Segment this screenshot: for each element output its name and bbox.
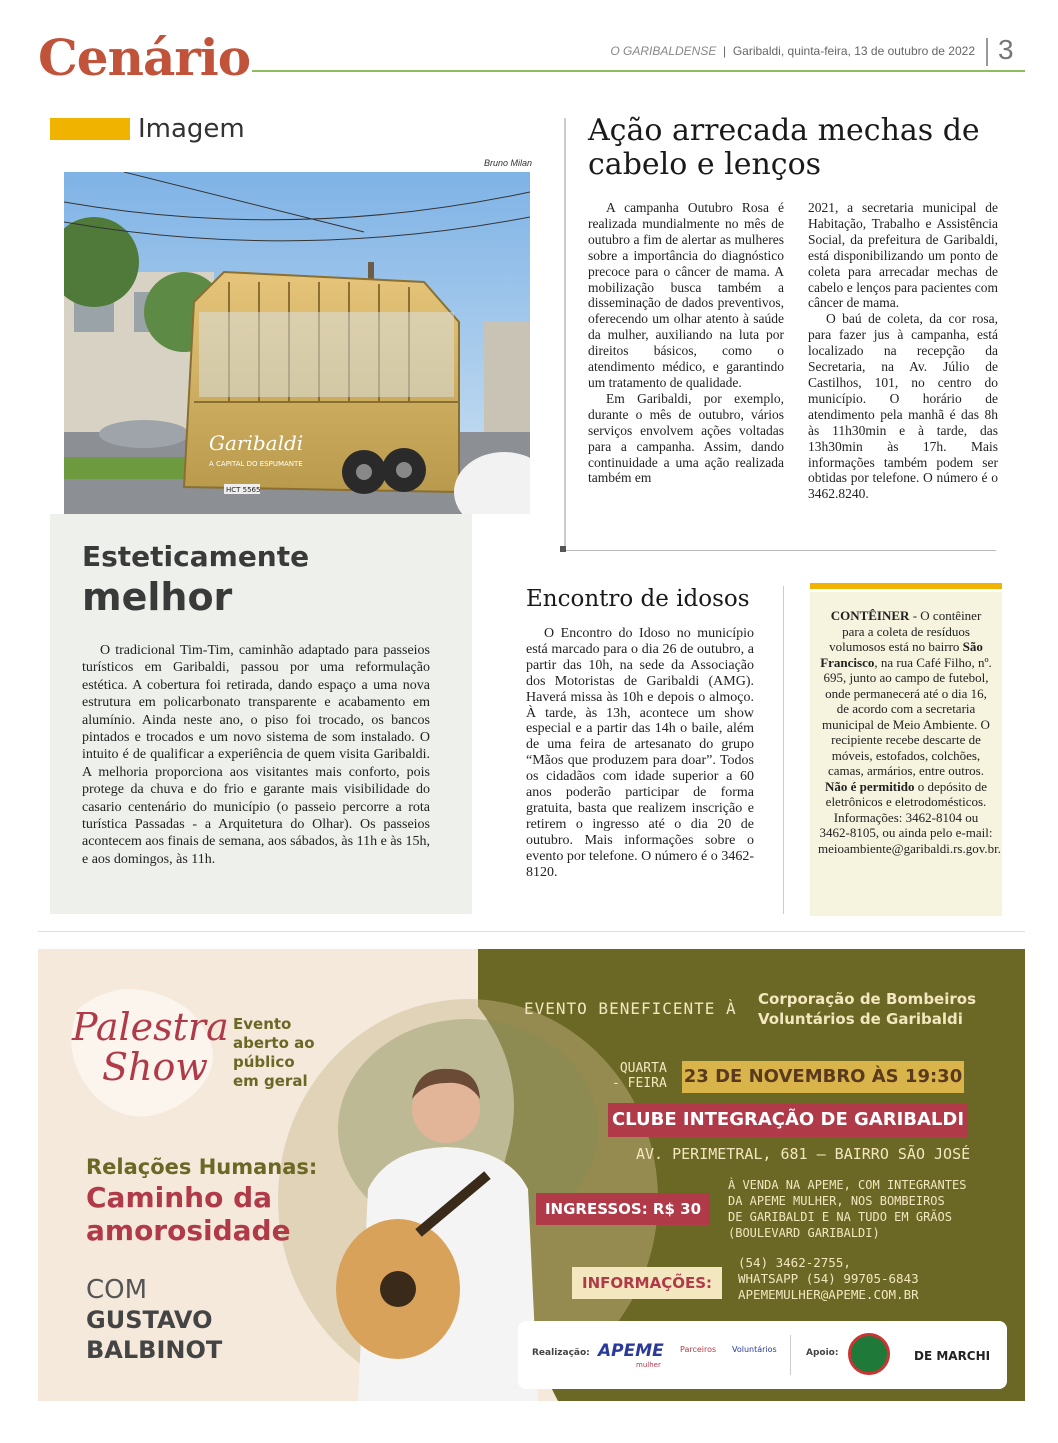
parceiros-logo: Parceiros: [680, 1345, 717, 1354]
info-label: INFORMAÇÕES:: [572, 1267, 722, 1299]
bus-plate: HCT 5565: [226, 486, 261, 494]
acao-paragraph: A campanha Outubro Rosa é realizada mundialmente no mês de outubro a fim de alertar as mulheres sobre a importância do diagnóstico precoce para o câncer de mama. A mobilização busca também a disseminação de dados preventivos, oferecendo um olhar atento à saúde da mulher, auxiliando na luta por direitos básicos, como o atendimento médico, e garantindo um tratamento de qualidade.: [588, 200, 784, 390]
bus-brand: Garibaldi: [209, 431, 304, 455]
ad-title: Caminho da amorosidade: [86, 1181, 291, 1247]
open-event-note: Evento aberto ao público em geral: [233, 1015, 315, 1090]
tickets-info: À VENDA NA APEME, COM INTEGRANTES DA APEME MULHER, NOS BOMBEIROS DE GARIBALDI E NA TUDO EM GRÃOS (BOULEVARD GARIBALDI): [728, 1178, 967, 1240]
imagem-label: Imagem: [138, 114, 245, 144]
de-marchi-logo: DE MARCHI: [914, 1349, 991, 1363]
conteiner-accent-bar: [810, 583, 1002, 589]
acao-paragraph: 2021, a secretaria municipal de Habitação, Trabalho e Assistência Social, da prefeitura de Garibaldi, está disponibilizando um ponto de coleta para arrecadar mechas de cabelo e lenços para pacientes com câncer de mama.: [808, 200, 998, 311]
dateline: Garibaldi, quinta-feira, 13 de outubro de 2022: [732, 44, 975, 58]
info-contacts: (54) 3462-2755, WHATSAPP (54) 99705-6843 APEMEMULHER@APEME.COM.BR: [738, 1255, 919, 1302]
header-rule: [252, 70, 1025, 72]
acao-column-1: [588, 200, 784, 486]
tickets-price: INGRESSOS: R$ 30: [536, 1193, 710, 1225]
acao-bottom-rule: [560, 550, 996, 551]
encontro-body: [526, 626, 754, 881]
sponsors-strip: [518, 1321, 1007, 1389]
esteticamente-title-line2: melhor: [82, 575, 233, 619]
page-number: 3: [998, 34, 1014, 65]
header-separator: [986, 38, 988, 66]
event-weekday: QUARTA - FEIRA: [612, 1061, 667, 1091]
bus-photo: [64, 172, 530, 514]
benefit-organization: Corporação de Bombeiros Voluntários de Garibaldi: [758, 990, 976, 1028]
palestra-show-ad: [38, 949, 1025, 1401]
speaker-name: GUSTAVO BALBINOT: [86, 1306, 223, 1364]
acao-column-2: [808, 200, 998, 502]
event-venue: CLUBE INTEGRAÇÃO DE GARIBALDI: [608, 1103, 968, 1137]
conteiner-lead: CONTÊINER: [830, 608, 910, 623]
esteticamente-paragraph: O tradicional Tim-Tim, caminhão adaptado para passeios turísticos em Garibaldi, passou por uma reformulação estética. A cobertura foi retirada, dando espaço a uma nova estrutura em policarbonato transparente e acabamento em alumínio. Ainda neste ano, o piso foi trocado, os bancos pintados e trocados e um novo sistema de som instalado. O intuito é de qualificar a experiência de quem visita Garibaldi. A melhoria proporciona aos visitantes mais conforto, pois protege da chuva e do frio e garante mais visibilidade do casario centenário do município (o passeio percorre a rota turística Passadas - a Arquitetura do Olhar). Os passeios acontecem aos finais de semana, aos sábados, às 11h e às 15h, e aos domingos, às 11h.: [82, 643, 430, 867]
bus-slogan: A CAPITAL DO ESPUMANTE: [209, 460, 303, 468]
bombeiros-seal-icon: [848, 1333, 890, 1375]
palestra-show-logo: Palestra Show: [72, 1005, 229, 1089]
benefit-label: EVENTO BENEFICENTE À: [524, 999, 737, 1018]
ad-subtitle: Relações Humanas:: [86, 1155, 318, 1179]
section-title: Cenário: [38, 28, 251, 87]
publication-name: O GARIBALDENSE: [610, 44, 717, 58]
photo-credit: Bruno Milan: [484, 158, 533, 168]
imagem-accent-bar: [50, 118, 130, 140]
conteiner-note: CONTÊINER - O contêiner para a coleta de resíduos volumosos está no bairro São Francisco, na rua Café Filho, nº. 695, junto ao campo de futebol, onde permanecerá até o dia 16, de acordo com a secretaria municipal de Meio Ambiente. O recipiente recebe descarte de móveis, estofados, colchões, camas, armários, entre outros. Não é permitido o depósito de eletrônicos e eletrodomésticos. Informações: 3462-8104 ou 3462-8105, ou ainda pelo e-mail: meioambiente@garibaldi.rs.gov.br.: [818, 608, 1001, 856]
realizacao-label: Realização:: [532, 1348, 590, 1358]
esteticamente-title-line1: Esteticamente: [82, 540, 310, 573]
section-divider: [38, 931, 1025, 932]
apoio-label: Apoio:: [806, 1348, 839, 1358]
acao-left-rule: [564, 118, 566, 552]
event-address: AV. PERIMETRAL, 681 – BAIRRO SÃO JOSÉ: [636, 1145, 971, 1163]
encontro-paragraph: O Encontro do Idoso no município está marcado para o dia 26 de outubro, a partir das 10h, na sede da Associação dos Motoristas de Garibaldi (AMG). Haverá missa às 10h e depois o almoço. À tarde, às 13h, acontece um show especial e a partir das 14h o baile, além de uma feira de artesanato do grupo “Mãos que produzem para doar”. Todos os cidadãos com idade superior a 60 anos poderão participar de forma gratuita, basta que realizem inscrição e retirem o ingresso até o dia 20 de outubro. Mais informações sobre o evento por telefone. O número é o 3462-8120.: [526, 626, 754, 880]
encontro-rule: [783, 586, 784, 914]
acao-paragraph: O baú de coleta, da cor rosa, para fazer jus à campanha, está localizado na recepção da Secretaria, na Av. Júlio de Castilhos, 101, no centro do município. O horário de atendimento pela manhã é das 8h às 11h30min e à tarde, das 13h30min às 17h. Mais informações também podem ser obtidas por telefone. O número é o 3462.8240.: [808, 311, 998, 502]
encontro-headline: Encontro de idosos: [526, 586, 750, 612]
esteticamente-body: [82, 642, 430, 868]
ad-com: COM: [86, 1275, 148, 1305]
acao-headline: Ação arrecada mechas de cabelo e lenços: [588, 113, 980, 182]
event-date: 23 DE NOVEMBRO ÀS 19:30: [682, 1061, 964, 1093]
apeme-logo: APEME: [598, 1341, 664, 1361]
acao-paragraph: Em Garibaldi, por exemplo, durante o mês de outubro, vários serviços envolvem ações voltadas para a campanha. Assim, dando continuidade a uma ação realizada também em: [588, 390, 784, 486]
apeme-sub: mulher: [636, 1361, 661, 1369]
header-dateline: O GARIBALDENSE | Garibaldi, quinta-feira, 13 de outubro de 2022: [610, 44, 975, 58]
acao-rule-marker: [560, 546, 566, 552]
voluntarios-logo: Voluntários: [732, 1345, 777, 1354]
